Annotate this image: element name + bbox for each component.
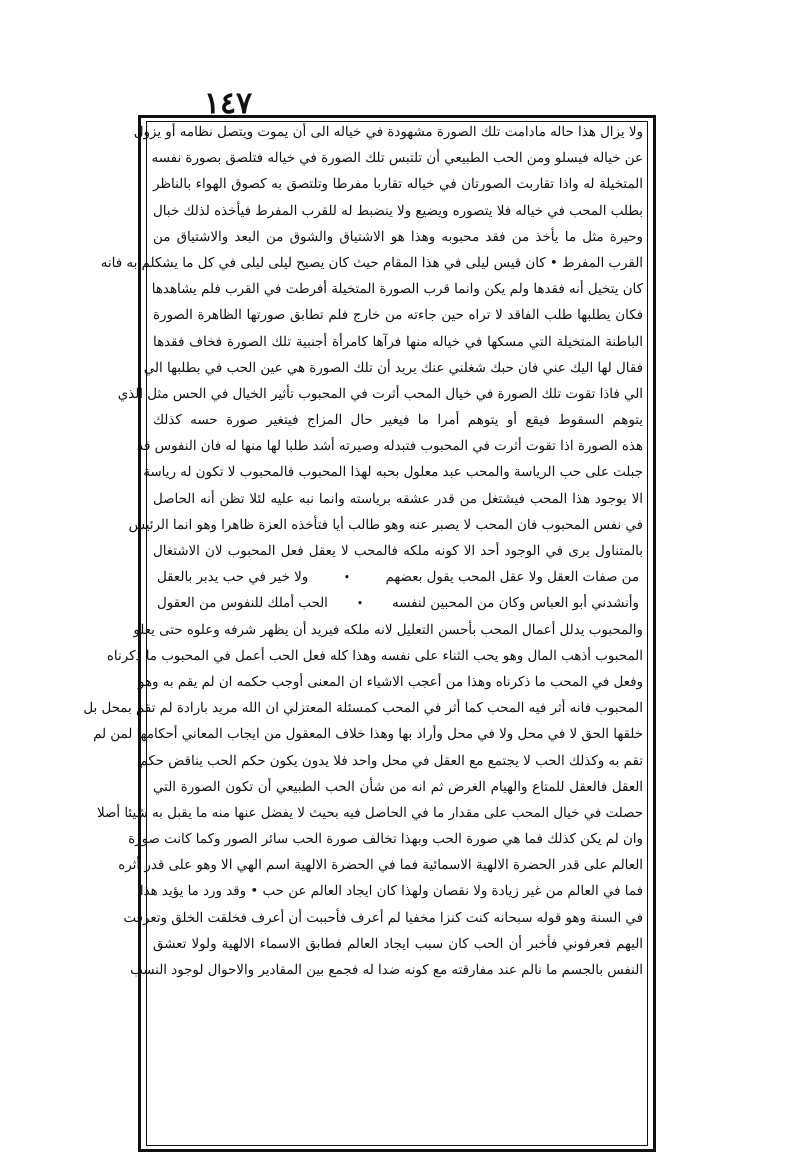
verse-hemistich: وأنشدني أبو العباس وكان من المحبين لنفسه <box>391 596 639 612</box>
text-line: والمحبوب يدلل أعمال المحب بأحسن التعليل لانه ملكه فيريد أن يظهر شرفه وعلوه حتى يعلو <box>133 622 643 638</box>
text-line-lead: من صفات العقل ولا عقل المحب يقول بعضهم <box>385 570 639 586</box>
text-block <box>83 120 643 984</box>
text-line: فما في العالم من غير زيادة ولا نقصان ولهذا كان ايجاد العالم عن حب • وقد ورد ما يؤيد هذا <box>139 884 643 900</box>
text-line: حصلت في خيال المحب على مقدار ما في الحاصل فيه بحيث لا يفضل عنها منه ما يقبل به شيئا أصلا <box>96 805 643 821</box>
text-line: اليهم فعرفوني فأخبر أن الحب كان سبب ايجاد العالم فطابق الاسماء الالهية ولولا تعشق <box>153 936 643 952</box>
text-line: وان لم يكن كذلك فما هي صورة الحب وبهذا تخالف صورة الحب سائر الصور وكما كانت صورة <box>128 832 643 848</box>
verse-separator-star: • <box>356 597 364 611</box>
text-line: عن خياله فيسلو ومن الحب الطبيعي أن تلتبس تلك الصورة في خياله فتلصق بصورة نفسه <box>151 151 643 167</box>
text-line: المحبوب أذهب المال وهو يحب الثناء على نفسه وهذا كله فعل الحب أعمل في المحبوب ما ذكرناه <box>106 648 643 664</box>
text-line: العقل فالعقل للمتاع والهيام الغرض ثم انه من شأن الحب الطبيعي أن تكون الصورة التي <box>153 779 643 795</box>
text-line: الا بوجود هذا المحب فيشتغل من قدر عشقه برياسته وانما نبه عليه لئلا تظن أنه الحاصل <box>153 491 643 507</box>
text-line: الباطنة المتخيلة التي مسكها في خياله منها فرآها كامرأة أجنبية تلك الصورة فخاف فقدها <box>153 334 643 350</box>
text-line: وحيرة مثل ما يأخذ من فقد محبوبه وهذا هو الاشتياق والشوق من البعد والاشتياق من <box>153 229 643 245</box>
text-line: بالمتناول يرى في الوجود أحد الا كونه ملكه فالمحب لا يعقل فعل المحبوب لان الاشتغال <box>153 544 643 559</box>
text-line: العالم على قدر الحضرة الالهية الاسمائية فما في الحضرة الالهية اسم الهي الا وهو على قدر أثره <box>118 858 643 874</box>
verse-hemistich: ولا خير في حب يدبر بالعقل <box>157 570 309 586</box>
text-line: في السنة وهو قوله سبحانه كنت كنزا مخفيا لم أعرف فأحببت أن أعرف فخلقت الخلق وتعرفت <box>123 910 643 926</box>
verse-line-2 <box>153 591 643 617</box>
verse-line-1 <box>153 565 643 591</box>
text-line: النفس بالجسم ما نالم عند مفارقته مع كونه ضدا له فجمع بين المقادير والاحوال لوجود النسب <box>130 963 643 978</box>
text-line: فقال لها اليك عني فان حبك شغلني عنك يريد أن تلك الصورة هي عين الحب في بطلبها الي <box>143 360 643 376</box>
text-line: تقم به وكذلك الحب لا يجتمع مع العقل في محل واحد فلا يدون يكون حكم الحب يناقض حكم <box>139 753 643 769</box>
verse-hemistich: الحب أملك للنفوس من العقول <box>157 596 328 612</box>
page-number: ١٤٧ <box>203 86 253 121</box>
text-line: المحبوب فانه أثر فيه المحب كما أثر في المحب كمسئلة المعتزلي ان الله مريد بارادة لم تقم بمحل بل <box>83 701 643 717</box>
text-line: وفعل في المحب ما ذكرناه وهذا من أعجب الاشياء ان المعنى أوجب حكمه ان لم يقم به وهو <box>138 674 643 690</box>
text-line: جبلت على حب الرياسة والمحب عبد معلول بحبه لهذا المحبوب فالمحبوب لا تكون له رياسة <box>143 465 643 481</box>
text-line: بطلب المحب في خياله فلا يتصوره ويضيع ولا ينضبط له للقرب المفرط فيأخذه لذلك خبال <box>153 203 643 219</box>
text-line: القرب المفرط • كان قيس ليلى في هذا المقام حيث كان يصيح ليلى ليلى في كل ما يشكلم به فانه <box>100 255 643 271</box>
text-line: فكان يطلبها طلب الفاقد لا تراه حين جاءته من خارج فلم تطابق صورتها الظاهرة الصورة <box>153 308 643 324</box>
text-line: خلقها الحق لا في محل ولا في محل وأراد بها وهذا خلاف المعقول من ايجاب المعاني أحكامها لمن لم <box>93 727 643 743</box>
text-line: هذه الصورة اذا تقوت أثرت في المحبوب فتبدله وصيرته أشد طلبا لها منها له فان النفوس قد <box>136 439 643 455</box>
text-line: كان يتخيل أنه فقدها ولم يكن وانما قرب الصورة المتخيلة أفرطت في القرب فلم يشاهدها <box>151 282 643 298</box>
text-line: المتخيلة له واذا تقاربت الصورتان في خياله تقاربا مفرطا وتلتصق به كصوق الهواء بالناظر <box>153 177 643 193</box>
text-line: ولا يزال هذا حاله مادامت تلك الصورة مشهودة في خياله الى أن يموت ويتصل نظامه أو يزول <box>133 125 643 140</box>
verse-separator-star: • <box>343 571 351 585</box>
text-line: في نفس المحبوب فان المحب لا يصبر عنه وهو طالب أيا فتأخذه العزة ظاهرا وهو انما الرئيس <box>128 517 643 533</box>
text-line: يتوهم السقوط فيقع أو يتوهم أمرا ما فيغير حال المزاج فيتغير صورة حسه كذلك <box>153 413 643 429</box>
text-line: الي فاذا تقوت تلك الصورة في خيال المحب أثرت في المحبوب تأثير الخيال في الحس مثل الذي <box>117 386 643 402</box>
